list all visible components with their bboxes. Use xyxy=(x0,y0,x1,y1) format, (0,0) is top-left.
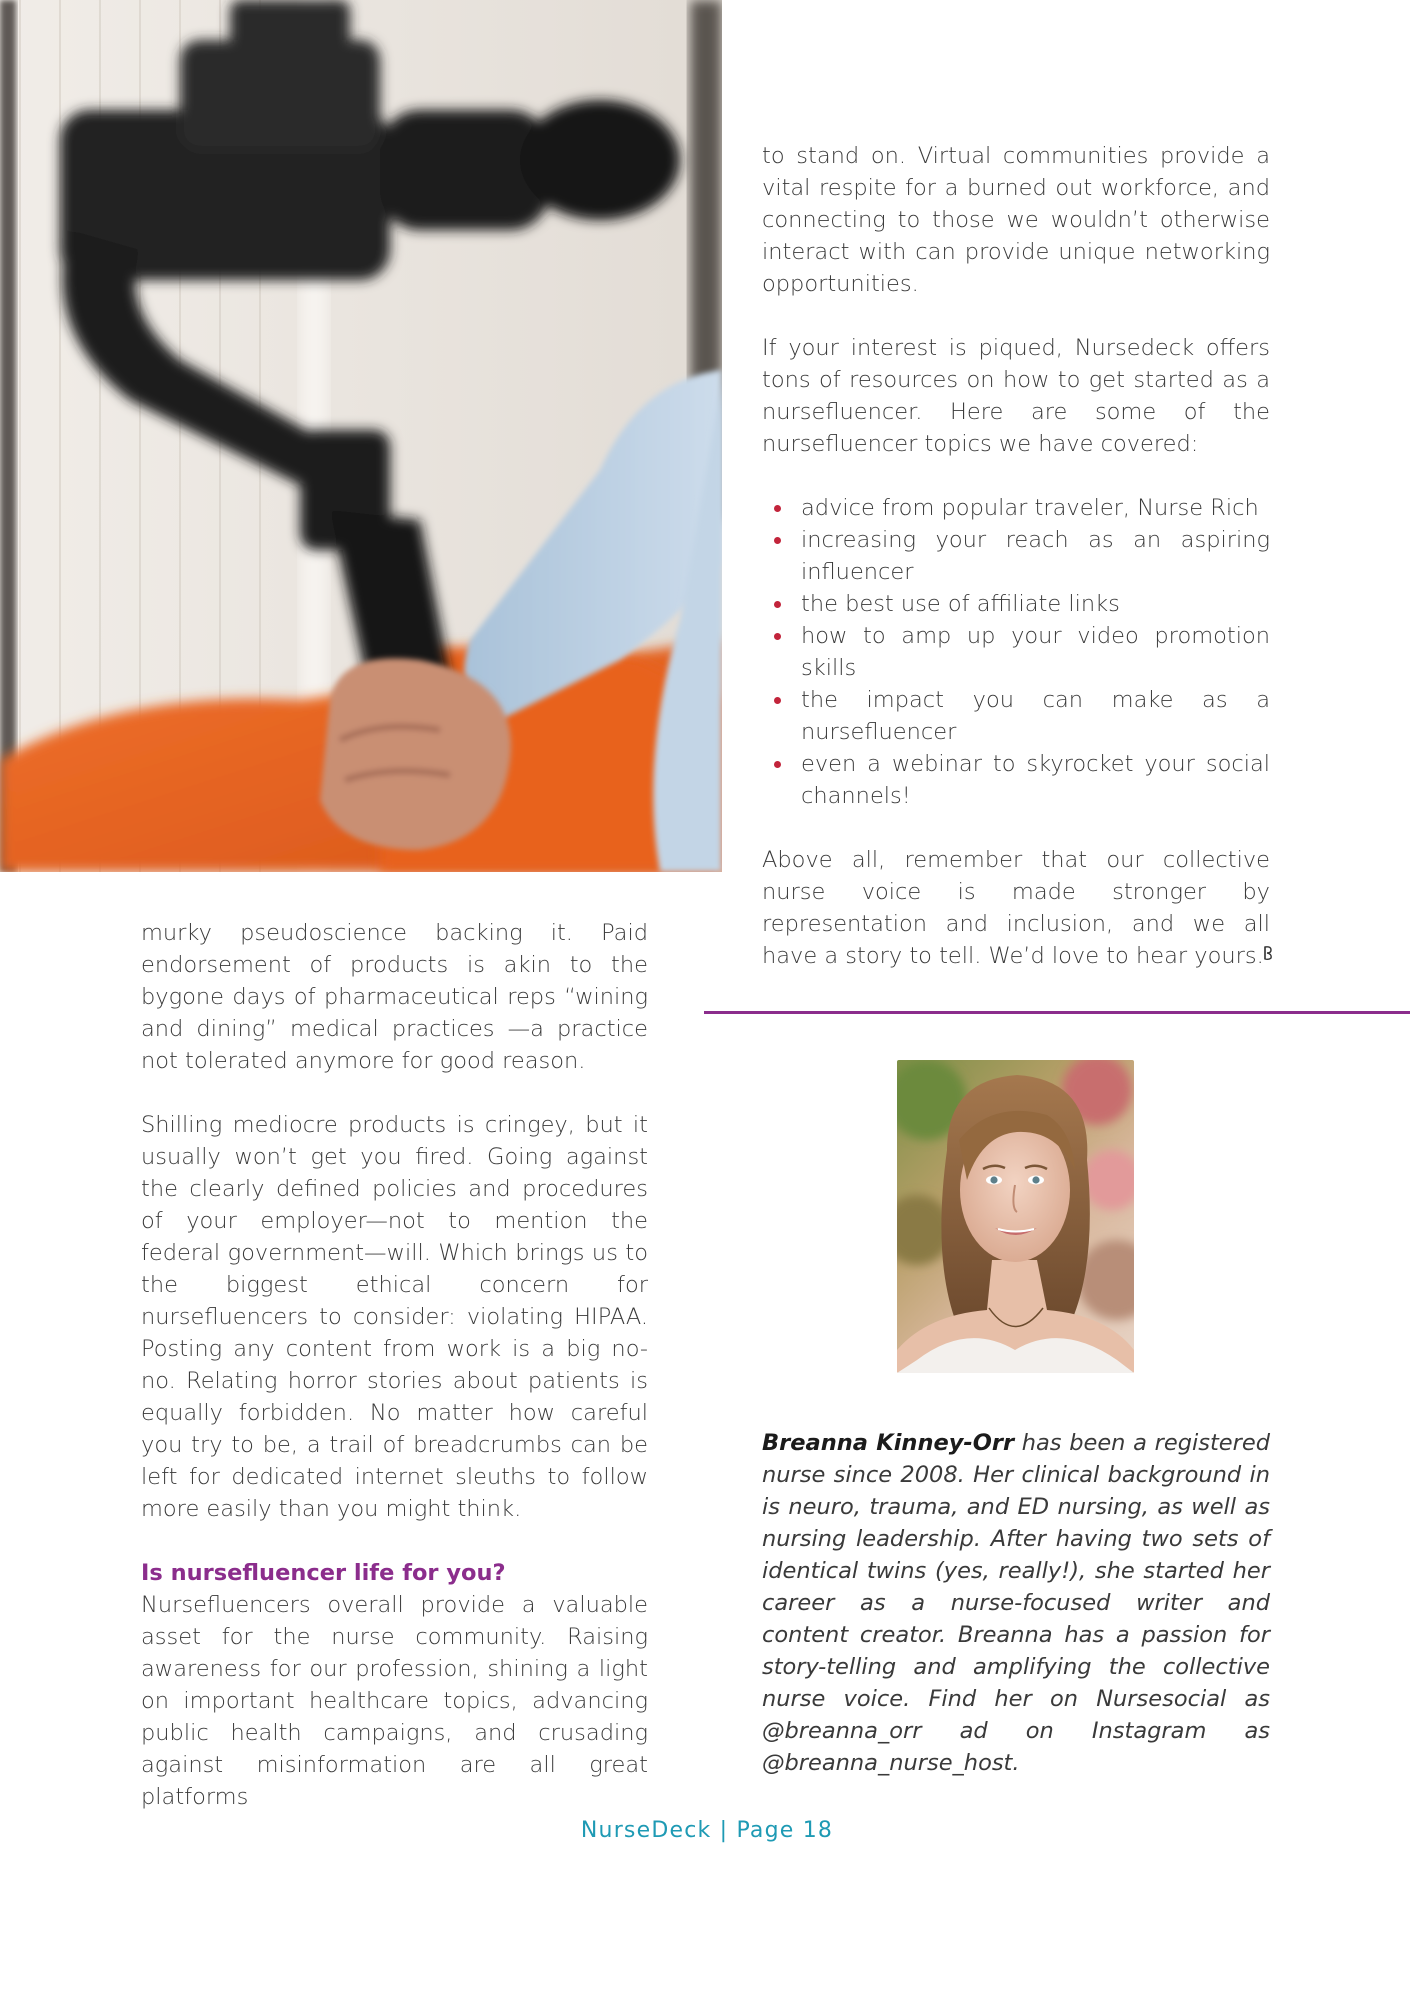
author-name: Breanna Kinney-Orr xyxy=(762,1430,1015,1456)
left-paragraph-3: Nursefluencers overall provide a valuable asset for the nurse community. Raising awareness for our profession, shining a light on important healthcare topics, advancing public health campaigns, and crusading against misinformation are all great platforms xyxy=(141,1592,648,1810)
left-column xyxy=(141,917,648,1845)
list-item: even a webinar to skyrocket your social channels! xyxy=(762,748,1270,812)
list-item: how to amp up your video promotion skills xyxy=(762,620,1270,684)
right-column xyxy=(762,140,1270,1004)
section-subheading: Is nursefluencer life for you? xyxy=(141,1560,506,1586)
list-item: advice from popular traveler, Nurse Rich xyxy=(762,492,1270,524)
left-paragraph-1: murky pseudoscience backing it. Paid endorsement of products is akin to the bygone days of pharmaceutical reps “wining and dining” medical practices —a practice not tolerated anymore for good reason. xyxy=(141,920,648,1074)
list-item: the best use of affiliate links xyxy=(762,588,1270,620)
section-divider xyxy=(704,1011,1410,1014)
left-paragraph-2: Shilling mediocre products is cringey, but it usually won’t get you fired. Going against the clearly defined policies and procedures of your employer—not to mention the federal government—will. Which brings us to the biggest ethical concern for nursefluencers to consider: violating HIPAA. Posting any content from work is a big no-no. Relating horror stories about patients is equally forbidden. No matter how careful you try to be, a trail of breadcrumbs can be left for dedicated internet sleuths to follow more easily than you might think. xyxy=(141,1112,648,1522)
right-paragraph-2: If your interest is piqued, Nursedeck offers tons of resources on how to get started as a nursefluencer. Here are some of the nursefluencer topics we have covered: xyxy=(762,335,1270,457)
list-item: the impact you can make as a nursefluencer xyxy=(762,684,1270,748)
page-footer: NurseDeck | Page 18 xyxy=(580,1818,834,1843)
right-paragraph-1: to stand on. Virtual communities provide a vital respite for a burned out workforce, and connecting to those we wouldn’t otherwise interact with can provide unique networking opportunities. xyxy=(762,143,1270,297)
right-paragraph-3: Above all, remember that our collective nurse voice is made stronger by representation and inclusion, and we all have a story to tell. We’d love to hear yours. xyxy=(762,847,1270,969)
author-bio-text: has been a registered nurse since 2008. Her clinical background in is neuro, trauma, and ED nursing, as well as nursing leadership. After having two sets of identical twins (yes, really!), she started her career as a nurse-focused writer and content creator. Breanna has a passion for story-telling and amplifying the collective nurse voice. Find her on Nursesocial as @breanna_orr ad on Instagram as @breanna_nurse_host. xyxy=(762,1430,1270,1776)
hero-photo xyxy=(0,0,722,872)
list-item: increasing your reach as an aspiring influencer xyxy=(762,524,1270,588)
author-portrait xyxy=(897,1060,1134,1373)
end-of-article-icon xyxy=(1262,945,1274,966)
topics-list xyxy=(762,492,1270,812)
author-bio xyxy=(762,1427,1270,1779)
